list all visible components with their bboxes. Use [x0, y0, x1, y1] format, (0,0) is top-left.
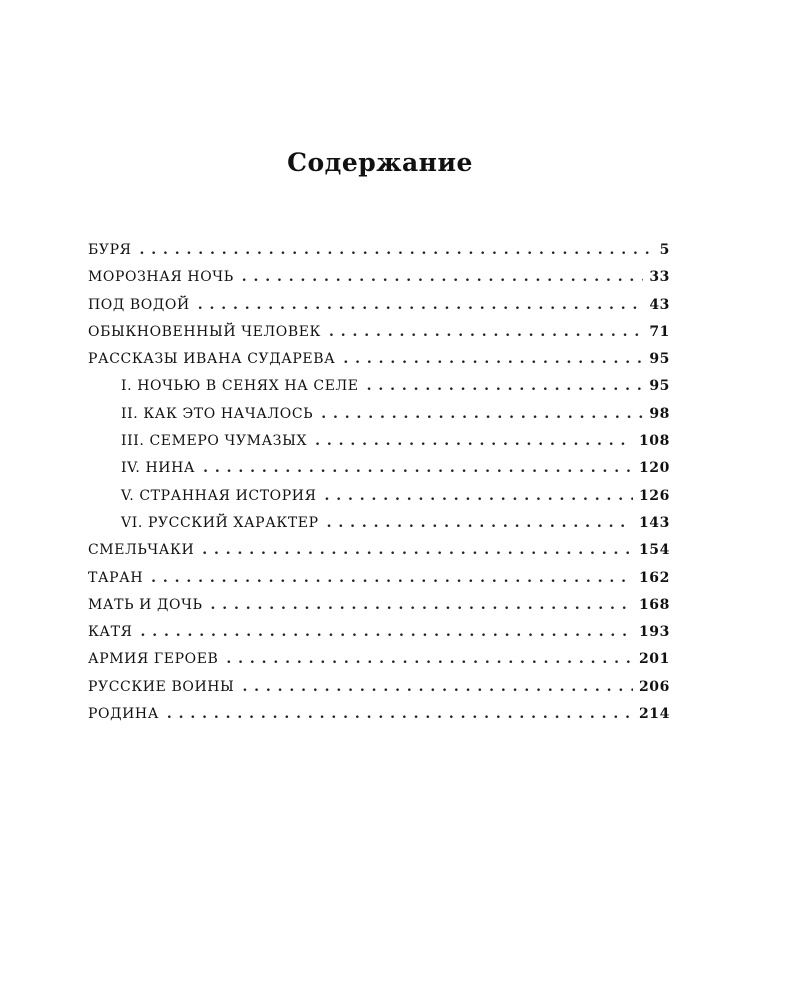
toc-entry-title: V. СТРАННАЯ ИСТОРИЯ [121, 487, 317, 504]
toc-page-number: 201 [638, 651, 670, 668]
toc-entry-title: БУРЯ [88, 242, 132, 258]
toc-page-number: 98 [649, 405, 670, 422]
toc-entry-title: РАССКАЗЫ ИВАНА СУДАРЕВА [88, 351, 336, 368]
toc-entry-title: III. СЕМЕРО ЧУМАЗЫХ [121, 433, 308, 450]
toc-page-number: 162 [638, 569, 670, 586]
dot-leader [203, 460, 633, 476]
dot-leader [211, 597, 633, 613]
toc-page-number: 126 [638, 487, 670, 504]
toc-subentry [88, 488, 670, 515]
toc-entry [88, 597, 670, 624]
dot-leader [315, 433, 633, 449]
toc-subentry [88, 515, 670, 542]
toc-entry-title: I. НОЧЬЮ В СЕНЯХ НА СЕЛЕ [121, 378, 359, 395]
toc-page-number: 143 [638, 514, 670, 531]
toc-entry [88, 651, 670, 678]
dot-leader [367, 378, 644, 394]
dot-leader [151, 570, 633, 586]
page-title: Содержание [287, 148, 473, 177]
toc-subentry [88, 378, 670, 405]
toc-page-number: 95 [649, 378, 670, 395]
toc-subentry [88, 433, 670, 460]
toc-entry-title: ОБЫКНОВЕННЫЙ ЧЕЛОВЕК [88, 323, 321, 340]
toc-entry [88, 706, 670, 733]
dot-leader [202, 542, 633, 558]
toc-page-number: 206 [638, 678, 670, 695]
toc-subentry [88, 406, 670, 433]
toc-entry-title: МАТЬ И ДОЧЬ [88, 596, 203, 613]
toc-entry [88, 679, 670, 706]
toc-entry-title: РУССКИЕ ВОИНЫ [88, 678, 235, 695]
toc-page-number: 5 [659, 242, 670, 258]
dot-leader [343, 351, 643, 367]
toc-entry-title: IV. НИНА [121, 460, 196, 477]
dot-leader [242, 269, 644, 285]
dot-leader [242, 679, 633, 695]
dot-leader [167, 706, 633, 722]
toc-page-number: 214 [638, 706, 670, 723]
toc-entry [88, 570, 670, 597]
dot-leader [321, 406, 643, 422]
toc-subentry [88, 460, 670, 487]
toc-entry-title: СМЕЛЬЧАКИ [88, 542, 195, 559]
toc-entry [88, 242, 670, 269]
dot-leader [140, 242, 654, 258]
toc-page-number: 193 [638, 624, 670, 641]
toc-entry-title: КАТЯ [88, 624, 133, 641]
dot-leader [140, 624, 632, 640]
dot-leader [329, 324, 643, 340]
toc-page-number: 33 [649, 269, 670, 286]
toc-entry-title: РОДИНА [88, 706, 159, 723]
table-of-contents [88, 242, 670, 733]
toc-entry-title: АРМИЯ ГЕРОЕВ [88, 651, 219, 668]
toc-page-number: 154 [638, 542, 670, 559]
dot-leader [198, 297, 644, 313]
toc-page-number: 168 [638, 596, 670, 613]
toc-entry [88, 269, 670, 296]
toc-entry-title: ПОД ВОДОЙ [88, 296, 190, 313]
dot-leader [325, 488, 633, 504]
dot-leader [226, 651, 633, 667]
toc-entry [88, 624, 670, 651]
toc-page-number: 108 [638, 433, 670, 450]
toc-entry [88, 351, 670, 378]
toc-page-number: 71 [649, 323, 670, 340]
toc-page-number: 120 [638, 460, 670, 477]
toc-page-number: 43 [649, 296, 670, 313]
toc-page-number: 95 [649, 351, 670, 368]
dot-leader [327, 515, 633, 531]
toc-entry-title: II. КАК ЭТО НАЧАЛОСЬ [121, 405, 314, 422]
toc-entry [88, 297, 670, 324]
toc-entry [88, 324, 670, 351]
toc-entry-title: МОРОЗНАЯ НОЧЬ [88, 269, 234, 286]
toc-entry-title: ТАРАН [88, 569, 144, 586]
toc-entry-title: VI. РУССКИЙ ХАРАКТЕР [121, 514, 319, 531]
toc-entry [88, 542, 670, 569]
